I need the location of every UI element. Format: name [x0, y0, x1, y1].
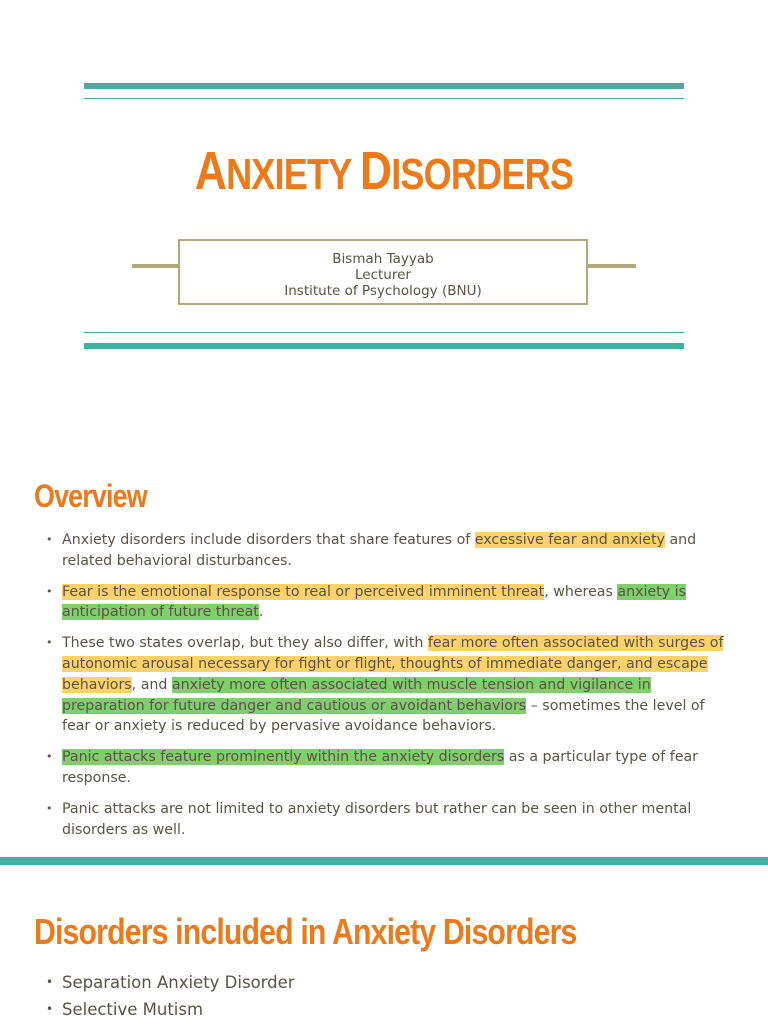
bullet-text: and related behavioral disturbances. — [62, 532, 697, 569]
bullet-text: . — [258, 604, 264, 621]
bottom-thick-rule — [84, 343, 684, 349]
highlight-green: anxiety more often associated with muscle tension and vigilance in preparation for future danger and cautious or avoidant behaviors — [62, 676, 651, 714]
bullet-text: , whereas — [544, 583, 618, 600]
list-item — [46, 633, 726, 737]
disorders-heading: Disorders included in Anxiety Disorders — [34, 911, 577, 952]
list-item — [46, 747, 726, 789]
top-thick-rule — [84, 83, 684, 89]
overview-slide — [0, 420, 768, 857]
title-initial-d: D — [360, 141, 392, 201]
title-slide — [0, 0, 768, 420]
highlight-yellow: excessive fear and anxiety — [474, 532, 665, 548]
highlight-green: Panic attacks feature prominently within the anxiety disorders — [62, 749, 505, 766]
overview-bullet-list — [46, 530, 726, 850]
highlight-green: anxiety is anticipation of future threat — [62, 583, 686, 621]
bullet-text: Anxiety disorders include disorders that share features of — [62, 532, 475, 548]
bullet-text: – sometimes the level of fear or anxiety is reduced by pervasive avoidance behaviors. — [62, 697, 705, 735]
slide-divider — [0, 857, 768, 865]
bullet-text: These two states overlap, but they also differ, with — [62, 635, 428, 652]
bottom-thin-rule — [84, 332, 684, 333]
list-item: • Separation Anxiety Disorder — [46, 969, 295, 996]
list-item — [46, 799, 726, 841]
highlight-yellow: fear more often associated with surges of autonomic arousal necessary for fight or flight, thoughts of immediate danger, and escape behaviors — [62, 635, 724, 693]
bullet-text: Panic attacks are not limited to anxiety disorders but rather can be seen in other mental disorders as well. — [62, 800, 692, 838]
author-box — [178, 239, 588, 305]
top-thin-rule — [84, 98, 684, 99]
author-frame-right-bar — [588, 264, 636, 268]
author-name: Bismah Tayyab — [332, 251, 434, 267]
list-item — [46, 582, 726, 624]
title-initial-a: A — [194, 141, 227, 201]
bullet-text: as a particular type of fear response. — [62, 749, 698, 786]
author-role: Lecturer — [355, 267, 411, 283]
slide-title — [69, 140, 699, 202]
disorders-list — [46, 969, 295, 1023]
disorders-slide — [0, 865, 768, 1024]
author-frame-left-bar — [132, 264, 180, 268]
title-word-rest-1: NXIETY — [226, 150, 351, 199]
highlight-yellow: Fear is the emotional response to real or perceived imminent threat — [62, 583, 545, 600]
author-institution: Institute of Psychology (BNU) — [284, 283, 482, 299]
title-word-rest-2: ISORDERS — [391, 150, 574, 199]
list-item: • Selective Mutism — [46, 996, 295, 1023]
overview-heading: Overview — [34, 478, 147, 514]
list-item — [46, 530, 726, 572]
bullet-text: , and — [131, 676, 172, 693]
